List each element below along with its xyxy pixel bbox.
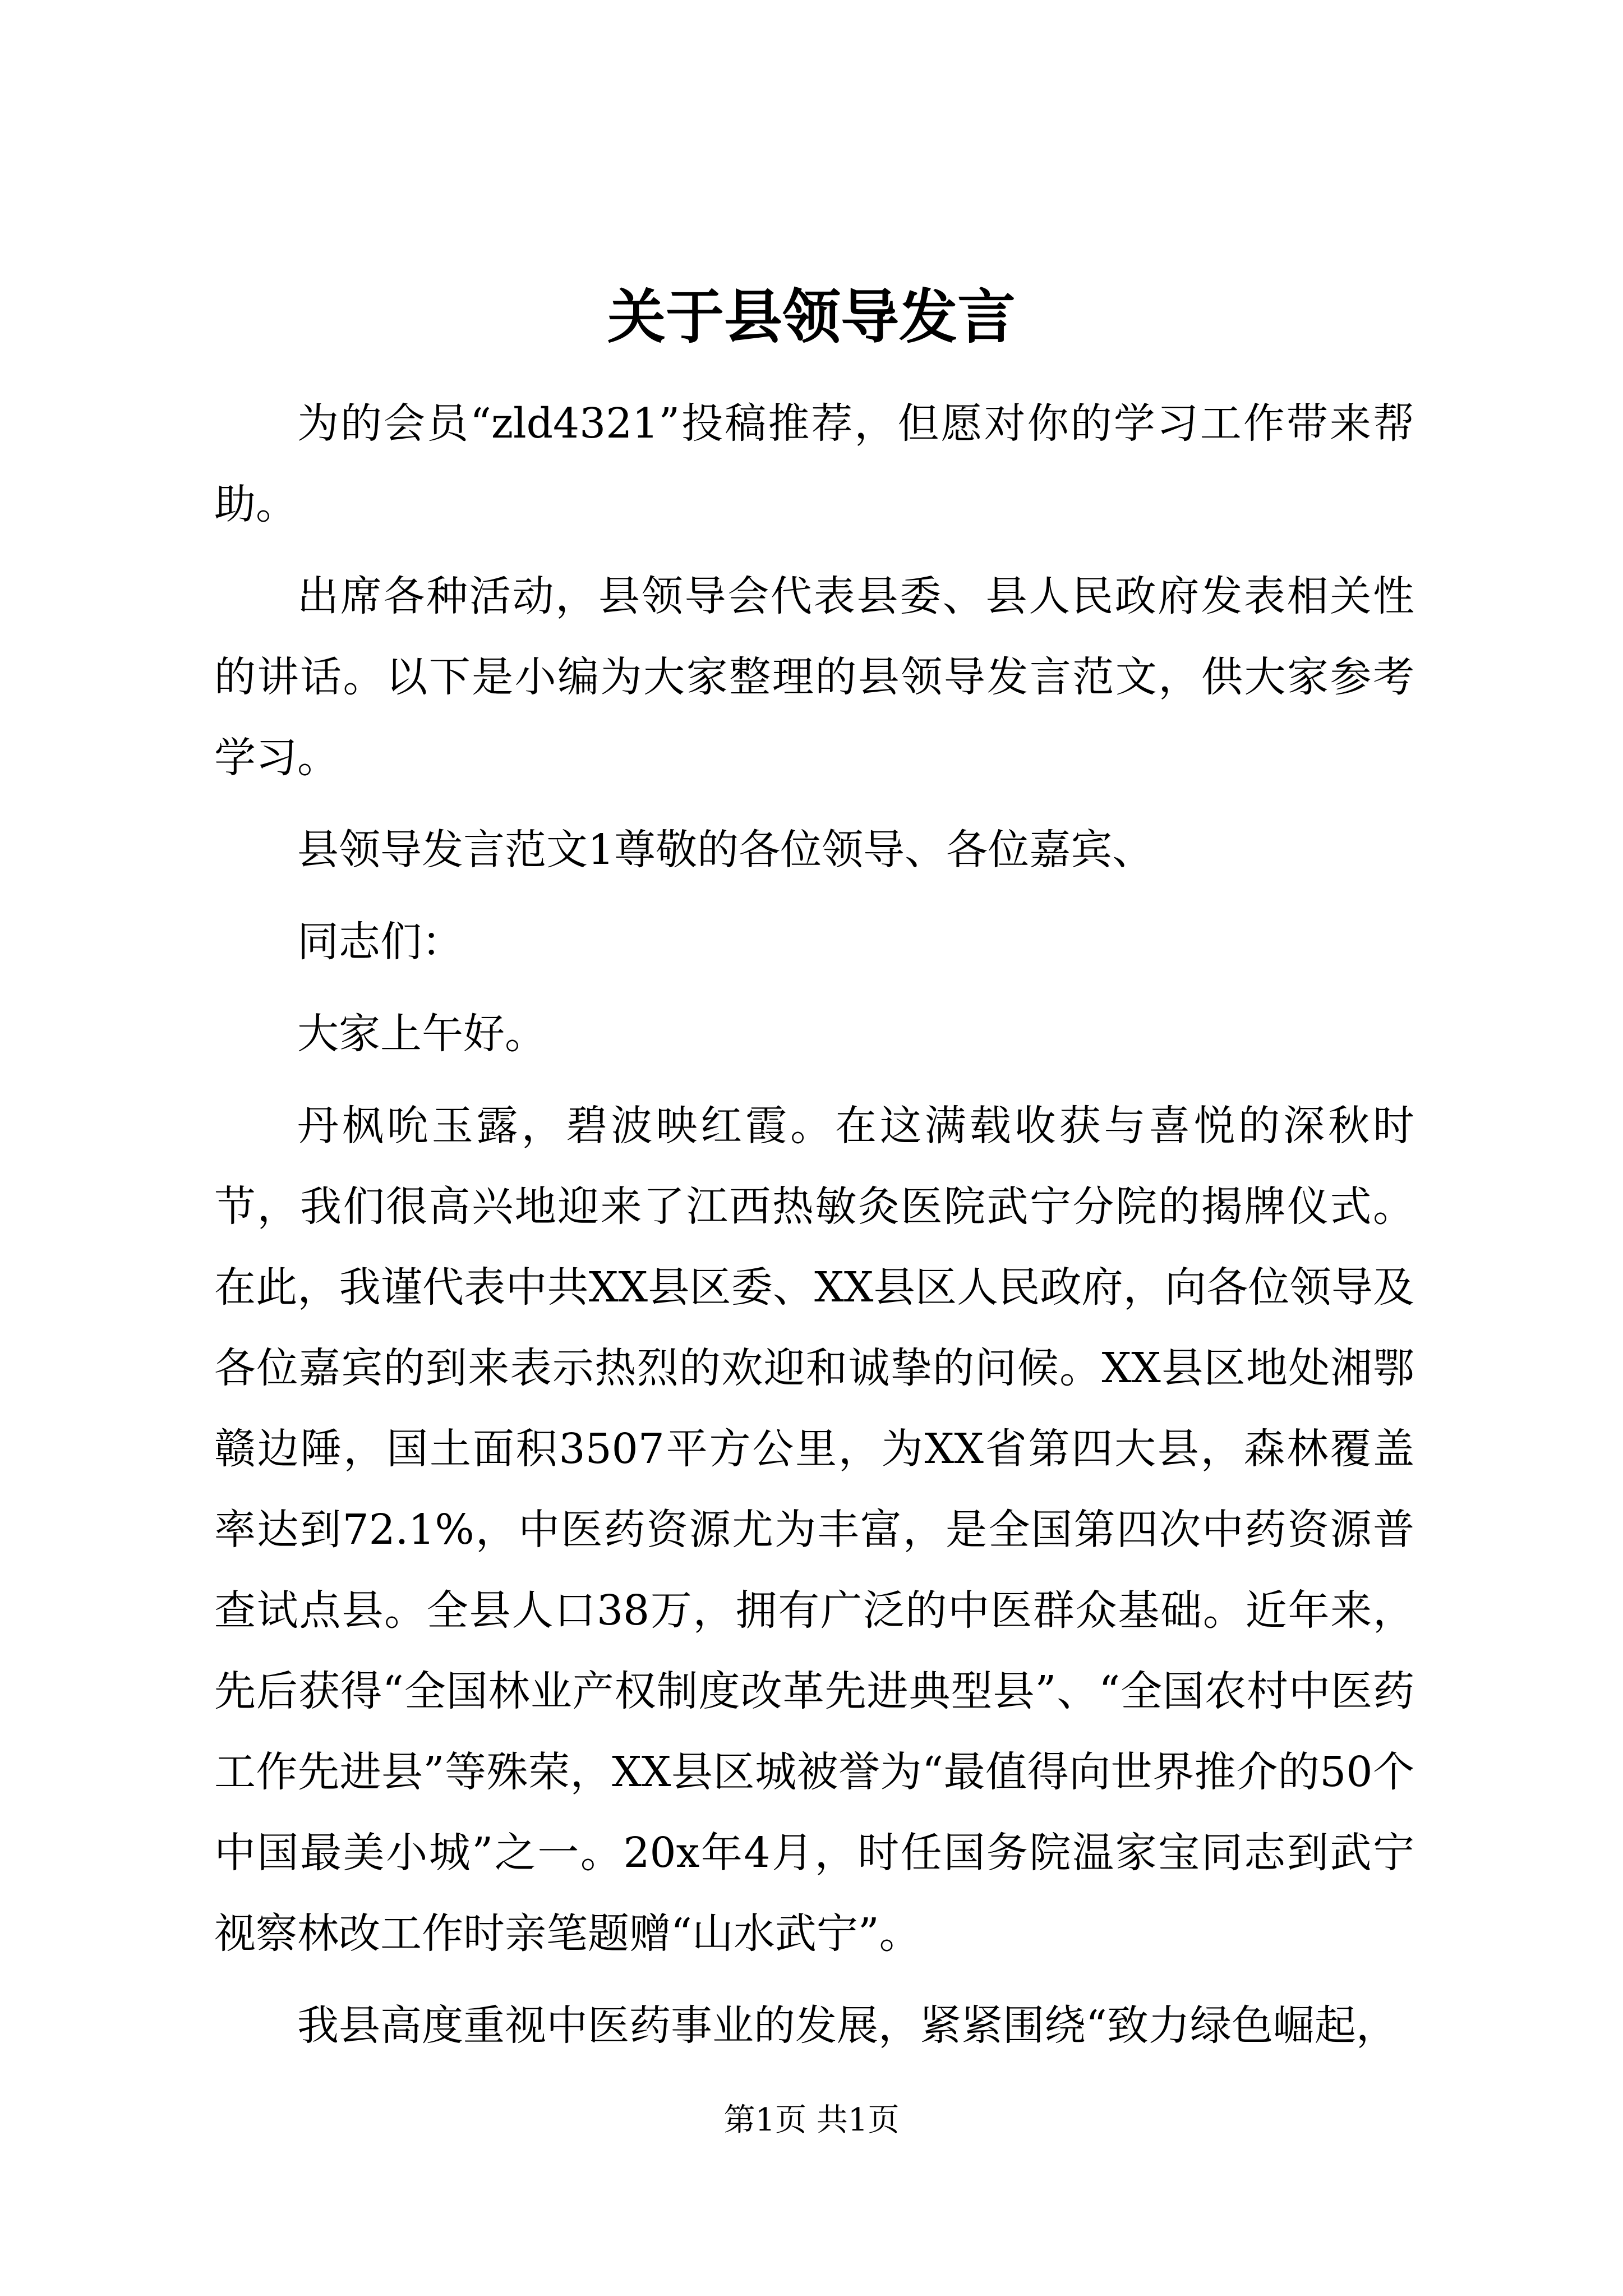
paragraph-summary: 出席各种活动，县领导会代表县委、县人民政府发表相关性的讲话。以下是小编为大家整理的县领导发言范文，供大家参考学习。 (214, 572, 1414, 782)
paragraph-sample-heading: 县领导发言范文1尊敬的各位领导、各位嘉宾、 (297, 826, 1154, 874)
paragraph-salutation: 同志们： (297, 918, 463, 966)
paragraph-main: 丹枫吮玉露，碧波映红霞。在这满载收获与喜悦的深秋时节，我们很高兴地迎来了江西热敏灸医院武宁分院的揭牌仪式。在此，我谨代表中共XX县区委、XX县区人民政府，向各位领导及各位嘉宾的到来表示热烈的欢迎和诚挚的问候。XX县区地处湘鄂赣边陲，国土面积3507平方公里，为XX省第四大县，森林覆盖率达到72.1%，中医药资源尤为丰富，是全国第四次中药资源普查试点县。全县人口38万，拥有广泛的中医群众基础。近年来，先后获得“全国林业产权制度改革先进典型县”、“全国农村中医药工作先进县”等殊荣，XX县区城被誉为“最值得向世界推介的50个中国最美小城”之一。20x年4月，时任国务院温家宝同志到武宁视察林改工作时亲笔题赠“山水武宁”。 (214, 1102, 1414, 1958)
paragraph-greeting: 大家上午好。 (297, 1010, 546, 1058)
paragraph-intro: 为的会员“zld4321”投稿推荐，但愿对你的学习工作带来帮助。 (214, 399, 1414, 528)
paragraph-continuation: 我县高度重视中医药事业的发展，紧紧围绕“致力绿色崛起， (297, 2001, 1398, 2050)
document-body (214, 383, 1414, 2077)
document-title: 关于县领导发言 (607, 282, 1016, 351)
page-footer: 第1页 共1页 (723, 2102, 900, 2138)
